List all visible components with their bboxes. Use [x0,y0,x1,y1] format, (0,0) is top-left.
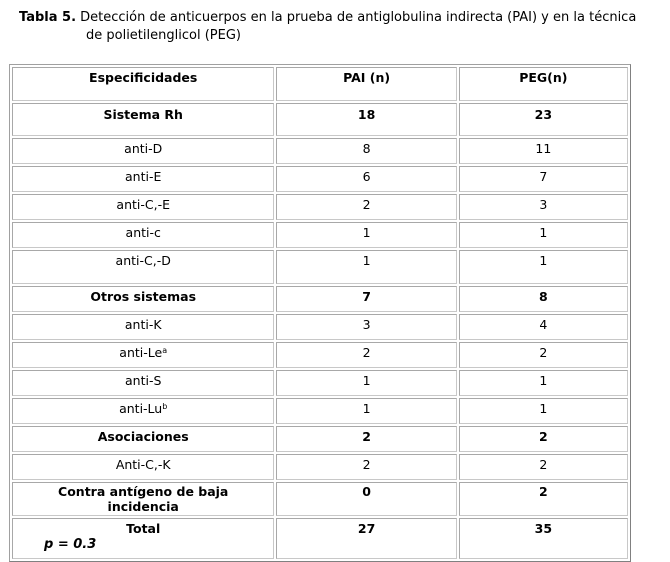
table-row [12,286,628,312]
row-pai: 1 [276,398,456,424]
table-header-row [12,67,628,101]
table-row-total [12,518,628,559]
row-peg: 1 [459,222,628,248]
table-row [12,103,628,136]
row-name: anti-S [12,370,274,396]
table-row [12,166,628,192]
table-row [12,194,628,220]
row-name: anti-E [12,166,274,192]
row-name [12,342,274,368]
row-pai: 1 [276,370,456,396]
table-row [12,222,628,248]
row-name-line2: incidencia [107,499,179,514]
row-peg: 2 [459,482,628,516]
row-pai: 1 [276,222,456,248]
row-pai: 1 [276,250,456,284]
row-peg: 1 [459,250,628,284]
row-name [12,482,274,516]
caption-line2: de polietilenglicol (PEG) [86,28,241,43]
table-row [12,250,628,284]
row-peg: 1 [459,370,628,396]
row-peg: 35 [459,518,628,559]
row-peg: 1 [459,398,628,424]
row-name: anti-c [12,222,274,248]
row-peg: 8 [459,286,628,312]
row-name: anti-C,-D [12,250,274,284]
row-peg: 7 [459,166,628,192]
row-name-text: anti-Le [119,345,163,360]
table-row [12,426,628,452]
row-pai: 7 [276,286,456,312]
caption-line1: Detección de anticuerpos en la prueba de antiglobulina indirecta (PAI) y en la técnica [80,10,637,25]
row-peg: 2 [459,426,628,452]
row-pai: 8 [276,138,456,164]
row-name: Anti-C,-K [12,454,274,480]
p-value-footnote: p = 0.3 [44,537,97,552]
row-peg: 2 [459,342,628,368]
row-pai: 2 [276,194,456,220]
row-name-sup: a [162,346,168,355]
row-pai: 18 [276,103,456,136]
row-name [12,398,274,424]
row-pai: 2 [276,426,456,452]
row-name: anti-D [12,138,274,164]
row-pai: 0 [276,482,456,516]
row-peg: 2 [459,454,628,480]
antibody-table [9,64,631,562]
caption-label: Tabla 5. [19,10,77,25]
row-name: Otros sistemas [12,286,274,312]
row-name-sup: b [162,402,168,411]
row-name: anti-K [12,314,274,340]
table-row [12,454,628,480]
row-peg: 3 [459,194,628,220]
row-name: Asociaciones [12,426,274,452]
row-name-text: anti-Lu [119,401,163,416]
table-caption [19,9,659,45]
table-row [12,370,628,396]
header-especificidades: Especificidades [12,67,274,101]
row-pai: 2 [276,342,456,368]
row-pai: 3 [276,314,456,340]
row-pai: 6 [276,166,456,192]
row-name: Total [12,518,274,559]
header-pai: PAI (n) [276,67,456,101]
row-peg: 4 [459,314,628,340]
table-row [12,398,628,424]
row-name: anti-C,-E [12,194,274,220]
row-name-line1: Contra antígeno de baja [58,484,229,499]
row-name: Sistema Rh [12,103,274,136]
table-row [12,138,628,164]
table-row [12,342,628,368]
row-pai: 2 [276,454,456,480]
header-peg: PEG(n) [459,67,628,101]
table-row [12,314,628,340]
row-pai: 27 [276,518,456,559]
row-peg: 11 [459,138,628,164]
table-row [12,482,628,516]
row-peg: 23 [459,103,628,136]
